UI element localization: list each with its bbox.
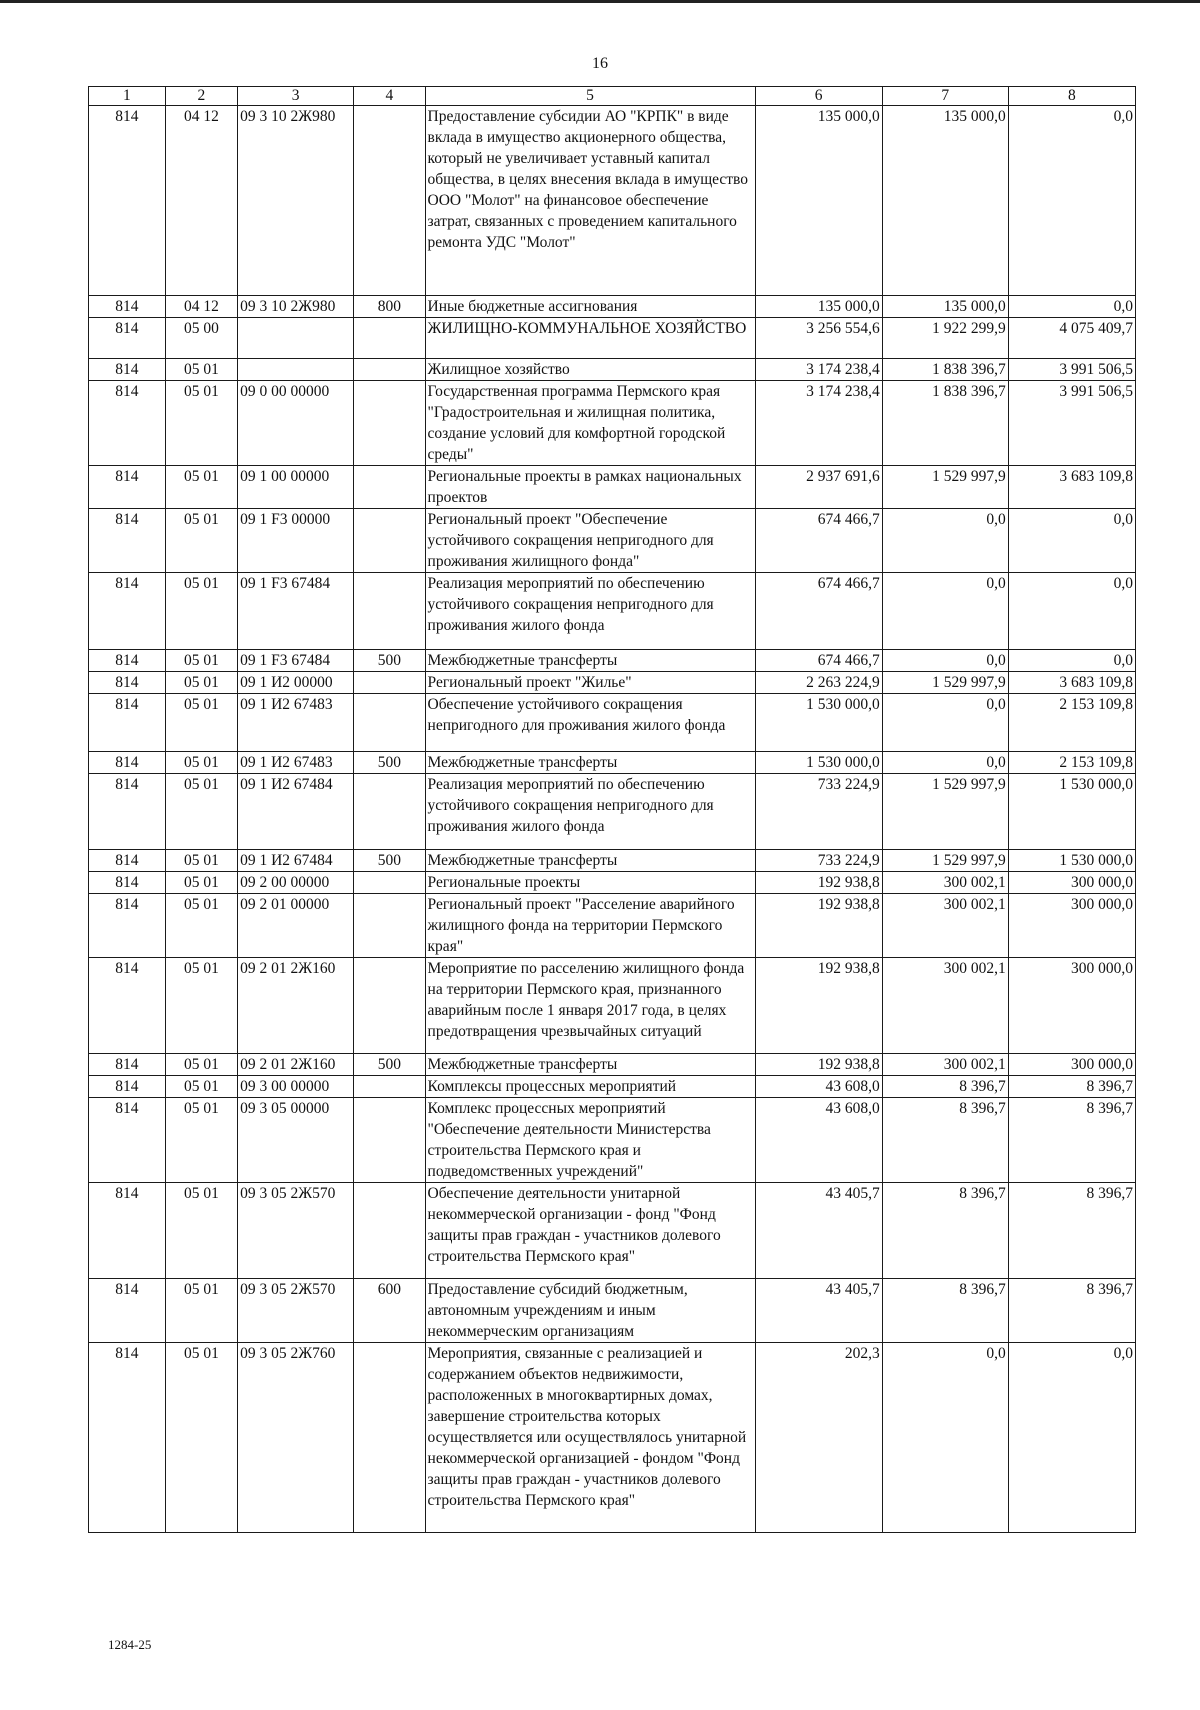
admin-code: 814 [89,850,166,872]
amount-col8: 0,0 [1008,1343,1135,1533]
section-code: 05 01 [165,509,237,573]
target-article-code: 09 3 05 00000 [238,1098,354,1183]
amount-col6: 135 000,0 [755,106,882,296]
table-row [89,466,1136,509]
section-code: 05 01 [165,1279,237,1343]
table-row [89,694,1136,752]
section-code: 05 01 [165,752,237,774]
target-article-code: 09 3 05 2Ж760 [238,1343,354,1533]
table-row [89,1183,1136,1279]
amount-col8: 4 075 409,7 [1008,318,1135,359]
amount-col6: 1 530 000,0 [755,694,882,752]
item-description: Жилищное хозяйство [425,359,755,381]
document-code: 1284-25 [108,1637,152,1652]
admin-code: 814 [89,509,166,573]
expense-type-code [354,1343,425,1533]
section-code: 04 12 [165,106,237,296]
admin-code: 814 [89,1279,166,1343]
amount-col7: 0,0 [882,509,1008,573]
amount-col6: 192 938,8 [755,958,882,1054]
section-code: 05 01 [165,694,237,752]
expense-type-code [354,359,425,381]
table-row [89,1054,1136,1076]
target-article-code [238,359,354,381]
table-row [89,1076,1136,1098]
item-description: Региональные проекты [425,872,755,894]
admin-code: 814 [89,694,166,752]
amount-col6: 192 938,8 [755,894,882,958]
item-description: Региональный проект "Обеспечение устойчивого сокращения непригодного для проживания жилищного фонда" [425,509,755,573]
expense-type-code [354,573,425,650]
target-article-code: 09 1 F3 67484 [238,573,354,650]
admin-code: 814 [89,573,166,650]
section-code: 04 12 [165,296,237,318]
amount-col8: 8 396,7 [1008,1279,1135,1343]
target-article-code: 09 1 И2 00000 [238,672,354,694]
target-article-code: 09 2 01 2Ж160 [238,1054,354,1076]
section-code: 05 01 [165,359,237,381]
expense-type-code [354,672,425,694]
table-row [89,650,1136,672]
amount-col6: 202,3 [755,1343,882,1533]
expense-type-code [354,1076,425,1098]
table-row [89,1098,1136,1183]
amount-col6: 3 174 238,4 [755,359,882,381]
item-description: Обеспечение устойчивого сокращения непригодного для проживания жилого фонда [425,694,755,752]
amount-col6: 43 608,0 [755,1076,882,1098]
amount-col6: 192 938,8 [755,1054,882,1076]
amount-col7: 300 002,1 [882,894,1008,958]
section-code: 05 01 [165,1076,237,1098]
item-description: Региональный проект "Жилье" [425,672,755,694]
amount-col7: 1 529 997,9 [882,672,1008,694]
budget-table [88,86,1136,1533]
section-code: 05 01 [165,894,237,958]
target-article-code [238,318,354,359]
section-code: 05 01 [165,1054,237,1076]
section-code: 05 01 [165,466,237,509]
amount-col7: 300 002,1 [882,872,1008,894]
table-row [89,359,1136,381]
item-description: Обеспечение деятельности унитарной некоммерческой организации - фонд "Фонд защиты прав граждан - участников долевого строительства Пермского края" [425,1183,755,1279]
amount-col7: 1 529 997,9 [882,774,1008,850]
admin-code: 814 [89,1183,166,1279]
amount-col7: 0,0 [882,694,1008,752]
amount-col7: 0,0 [882,573,1008,650]
expense-type-code: 500 [354,752,425,774]
amount-col8: 300 000,0 [1008,872,1135,894]
section-code: 05 01 [165,850,237,872]
table-row [89,850,1136,872]
amount-col8: 3 991 506,5 [1008,359,1135,381]
expense-type-code: 800 [354,296,425,318]
section-code: 05 01 [165,672,237,694]
item-description: Предоставление субсидий бюджетным, автономным учреждениям и иным некоммерческим организациям [425,1279,755,1343]
admin-code: 814 [89,774,166,850]
amount-col8: 0,0 [1008,296,1135,318]
header-row [89,87,1136,106]
amount-col7: 8 396,7 [882,1279,1008,1343]
section-code: 05 01 [165,958,237,1054]
expense-type-code [354,106,425,296]
admin-code: 814 [89,381,166,466]
target-article-code: 09 1 И2 67483 [238,694,354,752]
target-article-code: 09 2 01 2Ж160 [238,958,354,1054]
item-description: Региональный проект "Расселение аварийного жилищного фонда на территории Пермского края" [425,894,755,958]
target-article-code: 09 3 00 00000 [238,1076,354,1098]
amount-col8: 0,0 [1008,509,1135,573]
column-header: 3 [238,87,354,106]
amount-col6: 3 256 554,6 [755,318,882,359]
expense-type-code [354,318,425,359]
target-article-code: 09 3 05 2Ж570 [238,1183,354,1279]
amount-col6: 674 466,7 [755,509,882,573]
amount-col7: 1 529 997,9 [882,850,1008,872]
table-row [89,381,1136,466]
target-article-code: 09 0 00 00000 [238,381,354,466]
amount-col6: 674 466,7 [755,573,882,650]
expense-type-code [354,958,425,1054]
admin-code: 814 [89,752,166,774]
item-description: Реализация мероприятий по обеспечению устойчивого сокращения непригодного для проживания жилого фонда [425,774,755,850]
item-description: Государственная программа Пермского края "Градостроительная и жилищная политика, создание условий для комфортной городской среды" [425,381,755,466]
amount-col6: 135 000,0 [755,296,882,318]
table-row [89,774,1136,850]
expense-type-code [354,774,425,850]
admin-code: 814 [89,872,166,894]
table-row [89,573,1136,650]
item-description: ЖИЛИЩНО-КОММУНАЛЬНОЕ ХОЗЯЙСТВО [425,318,755,359]
amount-col7: 8 396,7 [882,1076,1008,1098]
expense-type-code [354,466,425,509]
amount-col6: 674 466,7 [755,650,882,672]
column-header: 6 [755,87,882,106]
admin-code: 814 [89,1076,166,1098]
table-row [89,509,1136,573]
expense-type-code: 600 [354,1279,425,1343]
amount-col7: 0,0 [882,752,1008,774]
table-row [89,106,1136,296]
amount-col8: 0,0 [1008,573,1135,650]
item-description: Региональные проекты в рамках национальных проектов [425,466,755,509]
column-header: 1 [89,87,166,106]
amount-col8: 1 530 000,0 [1008,850,1135,872]
expense-type-code [354,509,425,573]
table-row [89,318,1136,359]
item-description: Межбюджетные трансферты [425,650,755,672]
section-code: 05 01 [165,650,237,672]
amount-col8: 300 000,0 [1008,894,1135,958]
amount-col6: 192 938,8 [755,872,882,894]
amount-col8: 3 991 506,5 [1008,381,1135,466]
amount-col6: 2 937 691,6 [755,466,882,509]
item-description: Комплекс процессных мероприятий "Обеспечение деятельности Министерства строительства Пермского края и подведомственных учреждений" [425,1098,755,1183]
amount-col7: 0,0 [882,1343,1008,1533]
target-article-code: 09 1 F3 00000 [238,509,354,573]
column-header: 2 [165,87,237,106]
item-description: Межбюджетные трансферты [425,850,755,872]
table-row [89,752,1136,774]
amount-col6: 43 608,0 [755,1098,882,1183]
admin-code: 814 [89,466,166,509]
target-article-code: 09 1 И2 67483 [238,752,354,774]
amount-col6: 1 530 000,0 [755,752,882,774]
amount-col7: 1 529 997,9 [882,466,1008,509]
admin-code: 814 [89,318,166,359]
expense-type-code: 500 [354,1054,425,1076]
amount-col8: 3 683 109,8 [1008,672,1135,694]
admin-code: 814 [89,106,166,296]
amount-col8: 8 396,7 [1008,1183,1135,1279]
admin-code: 814 [89,1098,166,1183]
expense-type-code [354,1183,425,1279]
table-row [89,958,1136,1054]
section-code: 05 00 [165,318,237,359]
amount-col7: 135 000,0 [882,296,1008,318]
amount-col7: 1 838 396,7 [882,359,1008,381]
amount-col6: 2 263 224,9 [755,672,882,694]
amount-col8: 1 530 000,0 [1008,774,1135,850]
amount-col6: 733 224,9 [755,774,882,850]
section-code: 05 01 [165,1098,237,1183]
target-article-code: 09 3 10 2Ж980 [238,106,354,296]
target-article-code: 09 1 И2 67484 [238,774,354,850]
admin-code: 814 [89,958,166,1054]
admin-code: 814 [89,296,166,318]
expense-type-code [354,381,425,466]
admin-code: 814 [89,1054,166,1076]
amount-col8: 300 000,0 [1008,958,1135,1054]
target-article-code: 09 1 00 00000 [238,466,354,509]
target-article-code: 09 2 01 00000 [238,894,354,958]
section-code: 05 01 [165,774,237,850]
item-description: Мероприятие по расселению жилищного фонда на территории Пермского края, признанного аварийным после 1 января 2017 года, в целях предотвращения чрезвычайных ситуаций [425,958,755,1054]
admin-code: 814 [89,894,166,958]
amount-col8: 3 683 109,8 [1008,466,1135,509]
expense-type-code [354,872,425,894]
target-article-code: 09 1 F3 67484 [238,650,354,672]
amount-col8: 300 000,0 [1008,1054,1135,1076]
expense-type-code [354,694,425,752]
table-row [89,1343,1136,1533]
column-header: 7 [882,87,1008,106]
section-code: 05 01 [165,872,237,894]
table-row [89,1279,1136,1343]
amount-col8: 8 396,7 [1008,1076,1135,1098]
amount-col7: 8 396,7 [882,1098,1008,1183]
amount-col6: 43 405,7 [755,1183,882,1279]
amount-col7: 135 000,0 [882,106,1008,296]
section-code: 05 01 [165,1183,237,1279]
amount-col7: 0,0 [882,650,1008,672]
item-description: Межбюджетные трансферты [425,752,755,774]
column-header: 5 [425,87,755,106]
item-description: Комплексы процессных мероприятий [425,1076,755,1098]
top-border-line [0,0,1200,3]
item-description: Предоставление субсидии АО "КРПК" в виде вклада в имущество акционерного общества, который не увеличивает уставный капитал общества, в целях внесения вклада в имущество ООО "Молот" на финансовое обеспечение затрат, связанных с проведением капитального ремонта УДС "Молот" [425,106,755,296]
table-row [89,672,1136,694]
table-row [89,296,1136,318]
expense-type-code: 500 [354,650,425,672]
expense-type-code [354,894,425,958]
amount-col7: 300 002,1 [882,958,1008,1054]
column-header: 4 [354,87,425,106]
target-article-code: 09 3 10 2Ж980 [238,296,354,318]
item-description: Иные бюджетные ассигнования [425,296,755,318]
column-header: 8 [1008,87,1135,106]
admin-code: 814 [89,650,166,672]
section-code: 05 01 [165,1343,237,1533]
admin-code: 814 [89,1343,166,1533]
table-row [89,894,1136,958]
table-row [89,872,1136,894]
amount-col7: 1 838 396,7 [882,381,1008,466]
admin-code: 814 [89,672,166,694]
amount-col6: 733 224,9 [755,850,882,872]
item-description: Реализация мероприятий по обеспечению устойчивого сокращения непригодного для проживания жилого фонда [425,573,755,650]
page-number: 16 [592,55,608,72]
item-description: Межбюджетные трансферты [425,1054,755,1076]
amount-col8: 8 396,7 [1008,1098,1135,1183]
admin-code: 814 [89,359,166,381]
amount-col7: 8 396,7 [882,1183,1008,1279]
expense-type-code: 500 [354,850,425,872]
amount-col8: 2 153 109,8 [1008,694,1135,752]
amount-col7: 1 922 299,9 [882,318,1008,359]
section-code: 05 01 [165,381,237,466]
amount-col8: 2 153 109,8 [1008,752,1135,774]
amount-col8: 0,0 [1008,106,1135,296]
item-description: Мероприятия, связанные с реализацией и содержанием объектов недвижимости, расположенных в многоквартирных домах, завершение строительства которых осуществляется или осуществлялось унитарной некоммерческой организацией - фондом "Фонд защиты прав граждан - участников долевого строительства Пермского края" [425,1343,755,1533]
amount-col6: 3 174 238,4 [755,381,882,466]
target-article-code: 09 2 00 00000 [238,872,354,894]
amount-col7: 300 002,1 [882,1054,1008,1076]
target-article-code: 09 3 05 2Ж570 [238,1279,354,1343]
section-code: 05 01 [165,573,237,650]
amount-col8: 0,0 [1008,650,1135,672]
target-article-code: 09 1 И2 67484 [238,850,354,872]
expense-type-code [354,1098,425,1183]
amount-col6: 43 405,7 [755,1279,882,1343]
